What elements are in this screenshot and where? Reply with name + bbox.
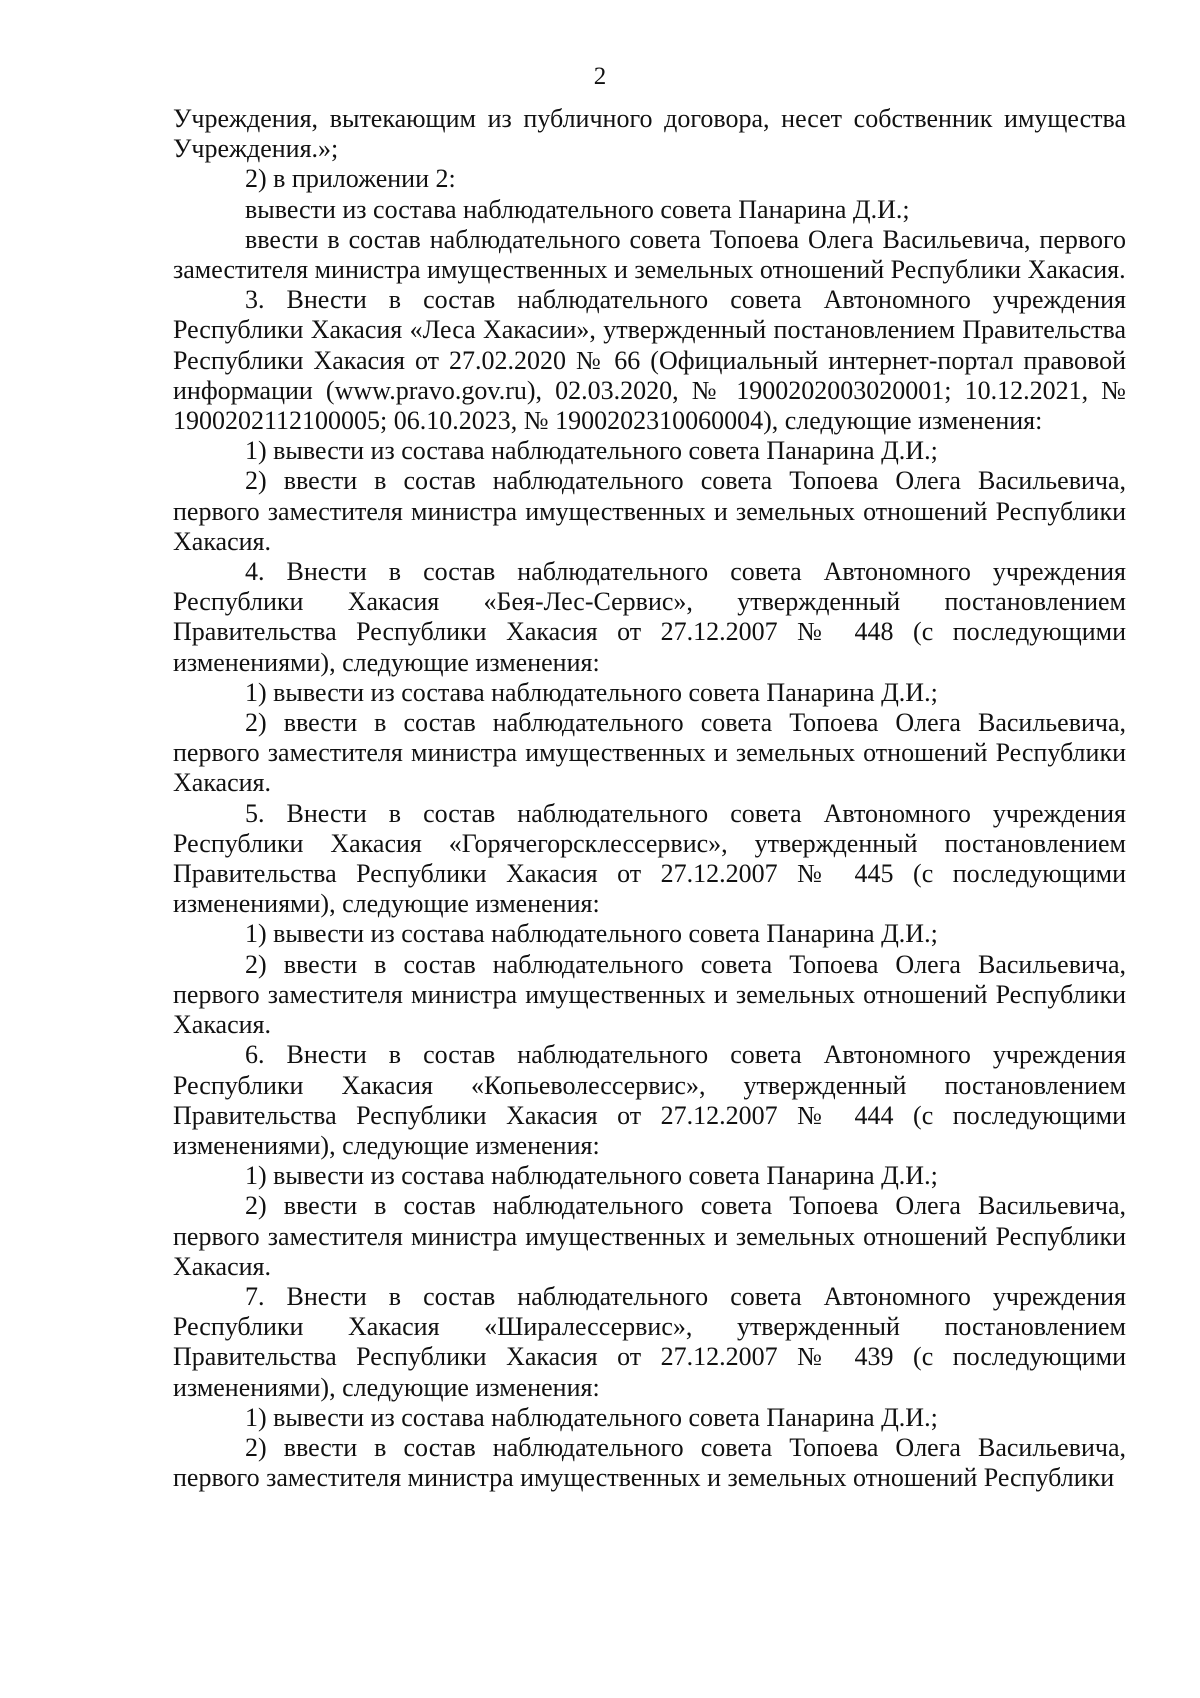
paragraph: 2) ввести в состав наблюдательного совета Топоева Олега Васильевича, первого заместителя министра имущественных и земельных отношений Республики Хакасия. <box>173 1191 1126 1281</box>
paragraph: 1) вывести из состава наблюдательного совета Панарина Д.И.; <box>245 1402 938 1432</box>
paragraph: Учреждения, вытекающим из публичного договора, несет собственник имущества Учреждения.»; <box>173 104 1126 164</box>
paragraph: 1) вывести из состава наблюдательного совета Панарина Д.И.; <box>245 1161 938 1191</box>
paragraph: 2) ввести в состав наблюдательного совета Топоева Олега Васильевича, первого заместителя министра имущественных и земельных отношений Республики Хакасия. <box>173 708 1126 798</box>
paragraph: 3. Внести в состав наблюдательного совета Автономного учреждения Республики Хакасия «Леса Хакасии», утвержденный постановлением Правительства Республики Хакасия от 27.02.2020 № 66 (Официальный интернет-портал правовой информации (www.pravo.gov.ru), 02.03.2020, № 1900202003020001; 10.12.2021, № 1900202112100005; 06.10.2023, № 1900202310060004), следующие изменения: <box>173 285 1126 436</box>
paragraph: 6. Внести в состав наблюдательного совета Автономного учреждения Республики Хакасия «Копьеволессервис», утвержденный постановлением Правительства Республики Хакасия от 27.12.2007 № 444 (с последующими изменениями), следующие изменения: <box>173 1040 1126 1160</box>
paragraph: вывести из состава наблюдательного совета Панарина Д.И.; <box>245 194 910 224</box>
page-number: 2 <box>593 63 607 90</box>
paragraph: 1) вывести из состава наблюдательного совета Панарина Д.И.; <box>245 677 938 707</box>
paragraph: 7. Внести в состав наблюдательного совета Автономного учреждения Республики Хакасия «Ширалессервис», утвержденный постановлением Правительства Республики Хакасия от 27.12.2007 № 439 (с последующими изменениями), следующие изменения: <box>173 1281 1126 1402</box>
paragraph: 2) ввести в состав наблюдательного совета Топоева Олега Васильевича, первого заместителя министра имущественных и земельных отношений Республики <box>173 1432 1126 1493</box>
paragraph: 5. Внести в состав наблюдательного совета Автономного учреждения Республики Хакасия «Горячегорсклессервис», утвержденный постановлением Правительства Республики Хакасия от 27.12.2007 № 445 (с последующими изменениями), следующие изменения: <box>173 798 1126 919</box>
paragraph: ввести в состав наблюдательного совета Топоева Олега Васильевича, первого заместителя министра имущественных и земельных отношений Республики Хакасия. <box>173 224 1126 285</box>
paragraph: 1) вывести из состава наблюдательного совета Панарина Д.И.; <box>245 919 938 949</box>
document-body <box>173 104 1126 1493</box>
paragraph: 1) вывести из состава наблюдательного совета Панарина Д.И.; <box>245 436 938 466</box>
paragraph: 4. Внести в состав наблюдательного совета Автономного учреждения Республики Хакасия «Бея-Лес-Сервис», утвержденный постановлением Правительства Республики Хакасия от 27.12.2007 № 448 (с последующими изменениями), следующие изменения: <box>173 557 1126 677</box>
paragraph: 2) ввести в состав наблюдательного совета Топоева Олега Васильевича, первого заместителя министра имущественных и земельных отношений Республики Хакасия. <box>173 466 1126 556</box>
paragraph: 2) в приложении 2: <box>245 164 456 194</box>
paragraph: 2) ввести в состав наблюдательного совета Топоева Олега Васильевича, первого заместителя министра имущественных и земельных отношений Республики Хакасия. <box>173 949 1126 1040</box>
